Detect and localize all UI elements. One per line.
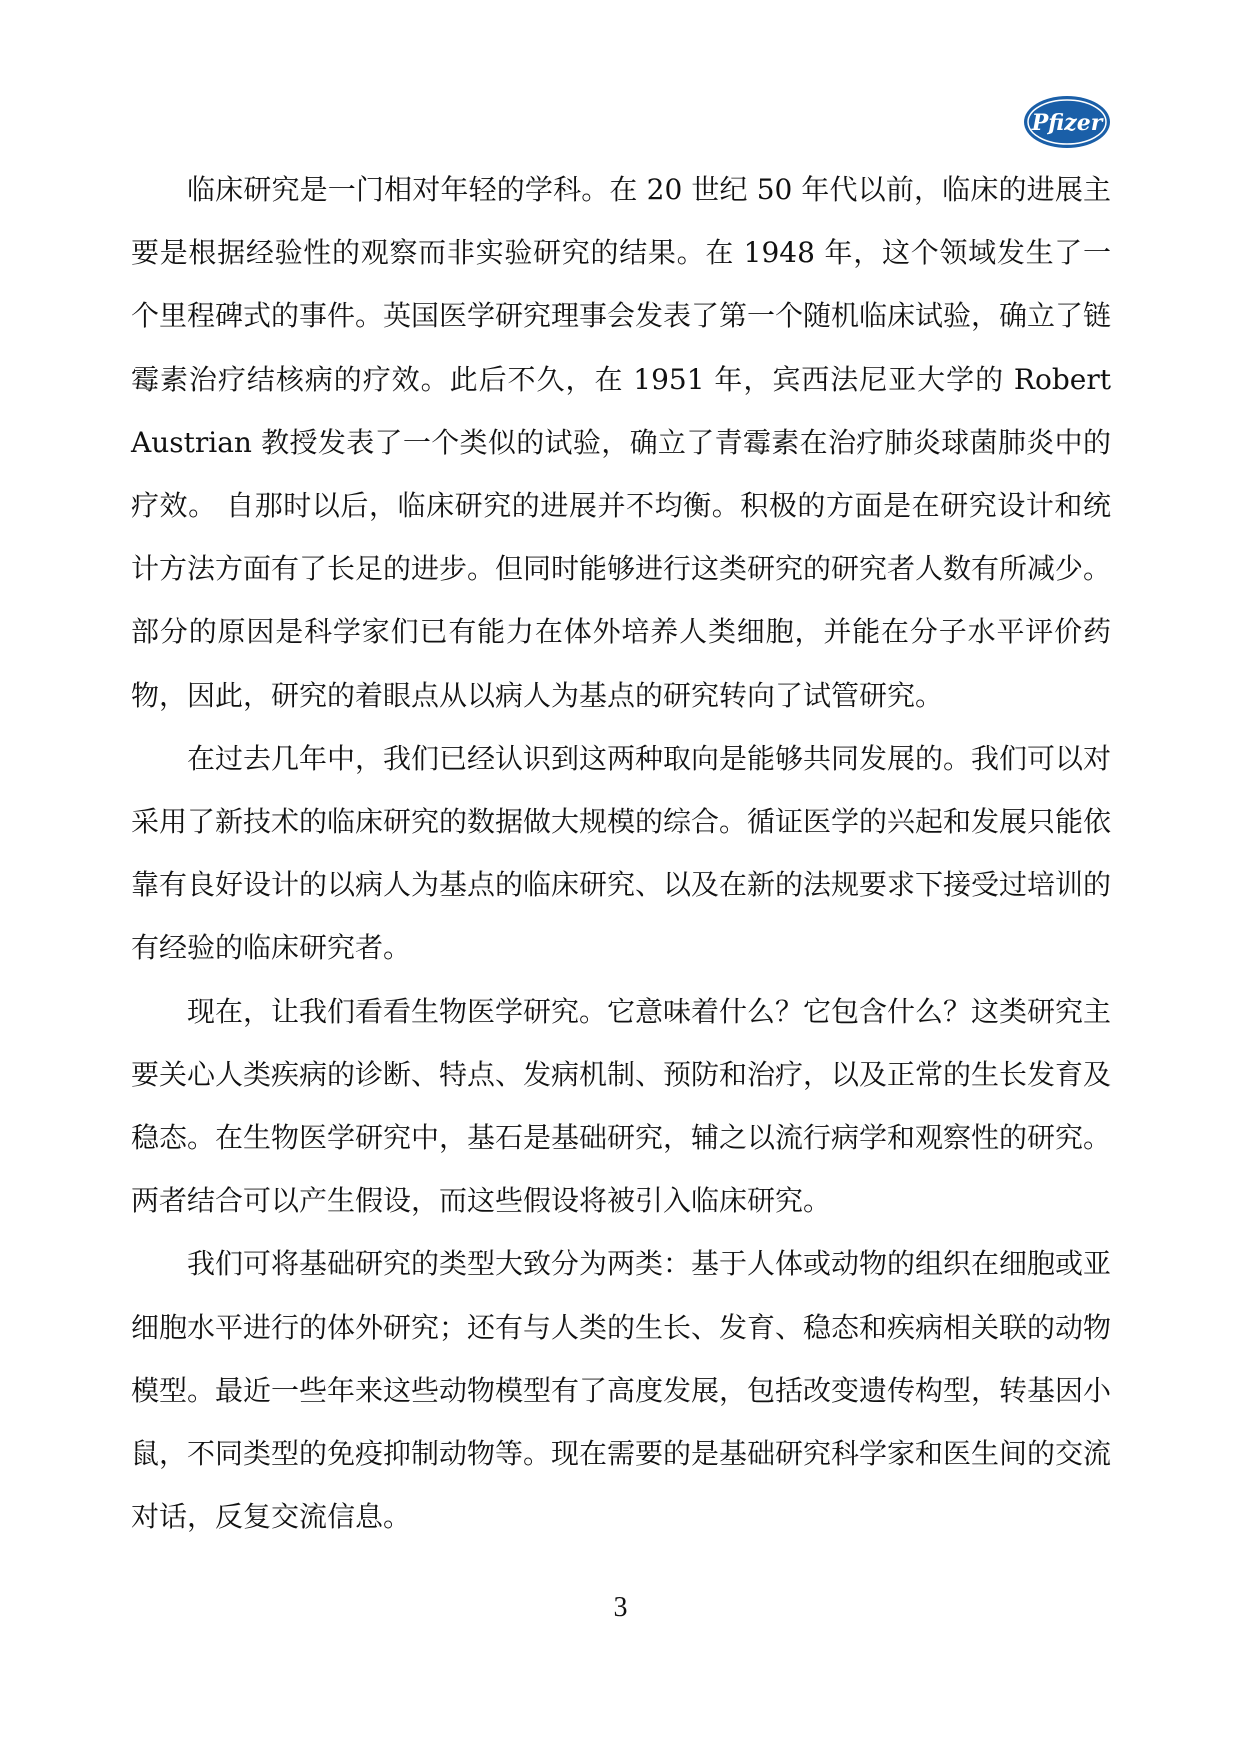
page-number: 3 [613, 1592, 628, 1623]
paragraph-4: 我们可将基础研究的类型大致分为两类：基于人体或动物的组织在细胞或亚细胞水平进行的体外研究；还有与人类的生长、发育、稳态和疾病相关联的动物模型。最近一些年来这些动物模型有了高度发展，包括改变遗传构型，转基因小鼠，不同类型的免疫抑制动物等。现在需要的是基础研究科学家和医生间的交流对话，反复交流信息。 [131, 1247, 1112, 1534]
paragraph-2: 在过去几年中，我们已经认识到这两种取向是能够共同发展的。我们可以对采用了新技术的临床研究的数据做大规模的综合。循证医学的兴起和发展只能依靠有良好设计的以病人为基点的临床研究、以及在新的法规要求下接受过培训的有经验的临床研究者。 [131, 741, 1112, 965]
paragraph-3: 现在，让我们看看生物医学研究。它意味着什么？它包含什么？这类研究主要关心人类疾病的诊断、特点、发病机制、预防和治疗，以及正常的生长发育及稳态。在生物医学研究中，基石是基础研究，辅之以流行病学和观察性的研究。两者结合可以产生假设，而这些假设将被引入临床研究。 [131, 994, 1112, 1218]
pfizer-logo [1022, 94, 1112, 150]
body-text [131, 158, 1111, 1548]
paragraph-1: 临床研究是一门相对年轻的学科。在 20 世纪 50 年代以前，临床的进展主要是根据经验性的观察而非实验研究的结果。在 1948 年，这个领域发生了一个里程碑式的事件。英国医学研究理事会发表了第一个随机临床试验，确立了链霉素治疗结核病的疗效。此后不久，在 1951 年，宾西法尼亚大学的 Robert Austrian 教授发表了一个类似的试验，确立了青霉素在治疗肺炎球菌肺炎中的疗效。 自那时以后，临床研究的进展并不均衡。积极的方面是在研究设计和统计方法方面有了长足的进步。但同时能够进行这类研究的研究者人数有所减少。部分的原因是科学家们已有能力在体外培养人类细胞，并能在分子水平评价药物，因此，研究的着眼点从以病人为基点的研究转向了试管研究。 [131, 173, 1112, 712]
svg-text:Pfizer: Pfizer [1031, 110, 1103, 136]
